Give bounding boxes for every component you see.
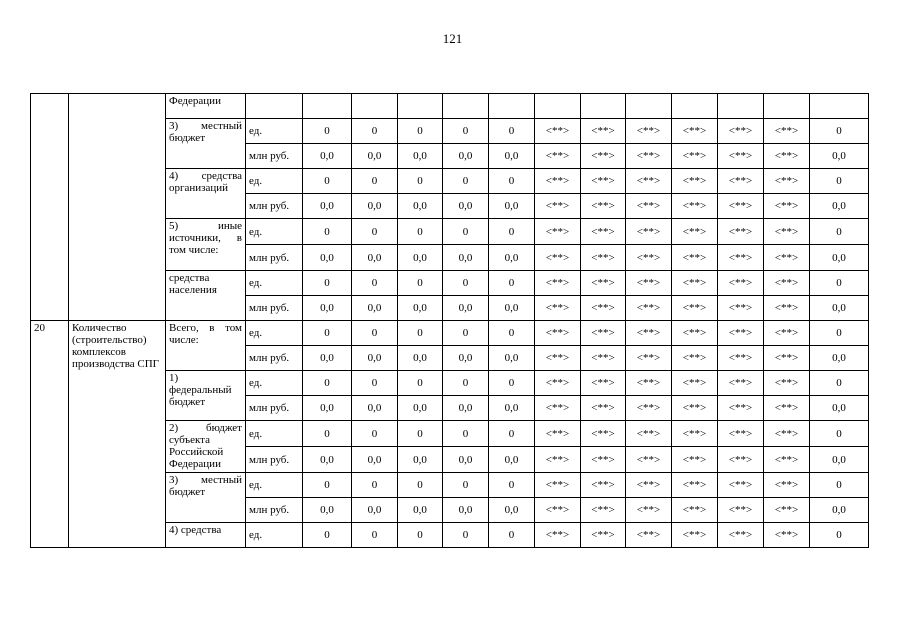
indicator-name: Количество (строительство) комплексов производства СПГ	[69, 321, 166, 548]
value-cell: 0,0	[303, 194, 352, 219]
unit-cell: ед.	[246, 421, 303, 447]
value-cell: 0	[443, 523, 489, 548]
value-cell: <**>	[581, 245, 626, 271]
value-cell: 0	[352, 119, 398, 144]
value-cell: <**>	[581, 473, 626, 498]
value-cell: 0	[489, 321, 535, 346]
value-cell: <**>	[626, 296, 672, 321]
value-cell: 0,0	[443, 144, 489, 169]
value-cell: 0	[303, 523, 352, 548]
value-cell: 0,0	[303, 447, 352, 473]
empty-cell	[718, 94, 764, 119]
value-cell: <**>	[718, 447, 764, 473]
value-cell: <**>	[581, 421, 626, 447]
value-cell: <**>	[764, 473, 810, 498]
value-cell: 0,0	[443, 194, 489, 219]
value-cell: <**>	[718, 371, 764, 396]
page-number: 121	[442, 31, 463, 46]
unit-cell: млн руб.	[246, 245, 303, 271]
funding-source: 3) местный бюджет	[166, 119, 246, 169]
value-cell: 0,0	[443, 498, 489, 523]
value-cell: <**>	[718, 523, 764, 548]
value-cell: <**>	[718, 473, 764, 498]
value-cell: 0	[443, 119, 489, 144]
value-cell: <**>	[718, 144, 764, 169]
value-cell: <**>	[718, 396, 764, 421]
value-cell: 0	[810, 421, 869, 447]
value-cell: <**>	[764, 194, 810, 219]
value-cell: <**>	[581, 396, 626, 421]
value-cell: <**>	[626, 371, 672, 396]
value-cell: <**>	[672, 169, 718, 194]
value-cell: <**>	[626, 245, 672, 271]
value-cell: 0,0	[489, 498, 535, 523]
value-cell: 0	[398, 169, 443, 194]
value-cell: <**>	[764, 119, 810, 144]
value-cell: 0,0	[398, 245, 443, 271]
value-cell: <**>	[718, 498, 764, 523]
value-cell: 0	[398, 523, 443, 548]
value-cell: 0	[443, 271, 489, 296]
value-cell: 0,0	[810, 245, 869, 271]
value-cell: <**>	[672, 296, 718, 321]
empty-cell	[443, 94, 489, 119]
value-cell: <**>	[581, 219, 626, 245]
value-cell: 0	[810, 371, 869, 396]
value-cell: <**>	[764, 271, 810, 296]
table-row	[31, 94, 869, 119]
value-cell: 0	[489, 219, 535, 245]
value-cell: 0,0	[398, 144, 443, 169]
value-cell: 0	[352, 219, 398, 245]
value-cell: <**>	[764, 219, 810, 245]
value-cell: 0,0	[352, 245, 398, 271]
value-cell: 0,0	[352, 296, 398, 321]
value-cell: <**>	[581, 346, 626, 371]
funding-source: 4) средства организаций	[166, 169, 246, 219]
funding-source: средства населения	[166, 271, 246, 321]
empty-cell	[581, 94, 626, 119]
value-cell: 0,0	[489, 194, 535, 219]
value-cell: <**>	[672, 245, 718, 271]
value-cell: 0	[352, 169, 398, 194]
value-cell: <**>	[581, 321, 626, 346]
value-cell: <**>	[581, 144, 626, 169]
value-cell: <**>	[626, 473, 672, 498]
value-cell: <**>	[764, 346, 810, 371]
value-cell: <**>	[581, 523, 626, 548]
value-cell: <**>	[672, 371, 718, 396]
value-cell: 0,0	[303, 245, 352, 271]
value-cell: <**>	[764, 396, 810, 421]
value-cell: 0	[303, 473, 352, 498]
row-index	[31, 94, 69, 321]
value-cell: 0	[443, 371, 489, 396]
value-cell: <**>	[535, 245, 581, 271]
value-cell: 0,0	[810, 194, 869, 219]
empty-cell	[303, 94, 352, 119]
empty-cell	[810, 94, 869, 119]
unit-cell: ед.	[246, 271, 303, 296]
value-cell: 0,0	[489, 245, 535, 271]
value-cell: 0,0	[303, 498, 352, 523]
value-cell: 0	[352, 421, 398, 447]
value-cell: <**>	[672, 396, 718, 421]
empty-cell	[489, 94, 535, 119]
value-cell: 0	[398, 219, 443, 245]
value-cell: 0	[352, 473, 398, 498]
value-cell: 0,0	[443, 296, 489, 321]
value-cell: 0,0	[443, 346, 489, 371]
value-cell: 0	[352, 523, 398, 548]
value-cell: 0,0	[810, 447, 869, 473]
value-cell: <**>	[535, 371, 581, 396]
value-cell: 0	[398, 421, 443, 447]
value-cell: <**>	[672, 473, 718, 498]
value-cell: <**>	[581, 371, 626, 396]
unit-cell: ед.	[246, 119, 303, 144]
value-cell: <**>	[718, 421, 764, 447]
value-cell: <**>	[764, 498, 810, 523]
value-cell: <**>	[581, 169, 626, 194]
value-cell: 0,0	[303, 144, 352, 169]
value-cell: <**>	[581, 498, 626, 523]
value-cell: <**>	[672, 271, 718, 296]
value-cell: 0,0	[398, 296, 443, 321]
unit-cell: ед.	[246, 169, 303, 194]
unit-cell: млн руб.	[246, 396, 303, 421]
value-cell: 0	[303, 169, 352, 194]
value-cell: <**>	[581, 447, 626, 473]
value-cell: <**>	[672, 194, 718, 219]
value-cell: <**>	[581, 296, 626, 321]
value-cell: 0,0	[398, 447, 443, 473]
value-cell: <**>	[535, 473, 581, 498]
value-cell: 0	[443, 421, 489, 447]
value-cell: <**>	[718, 296, 764, 321]
value-cell: <**>	[718, 271, 764, 296]
value-cell: <**>	[535, 219, 581, 245]
value-cell: <**>	[626, 447, 672, 473]
value-cell: 0	[303, 271, 352, 296]
value-cell: <**>	[718, 245, 764, 271]
value-cell: 0,0	[810, 498, 869, 523]
value-cell: 0,0	[810, 296, 869, 321]
value-cell: <**>	[581, 119, 626, 144]
value-cell: <**>	[764, 296, 810, 321]
value-cell: 0	[489, 371, 535, 396]
value-cell: 0	[489, 421, 535, 447]
value-cell: 0	[303, 321, 352, 346]
value-cell: <**>	[535, 321, 581, 346]
value-cell: <**>	[626, 219, 672, 245]
value-cell: 0	[352, 271, 398, 296]
value-cell: <**>	[672, 321, 718, 346]
value-cell: <**>	[672, 447, 718, 473]
value-cell: 0,0	[810, 346, 869, 371]
empty-cell	[535, 94, 581, 119]
funding-source: 5) иные источники, в том числе:	[166, 219, 246, 271]
value-cell: 0,0	[352, 396, 398, 421]
value-cell: <**>	[581, 194, 626, 219]
value-cell: <**>	[718, 169, 764, 194]
value-cell: <**>	[718, 194, 764, 219]
value-cell: <**>	[626, 346, 672, 371]
value-cell: <**>	[535, 271, 581, 296]
funding-source: Всего, в том числе:	[166, 321, 246, 371]
value-cell: 0	[398, 119, 443, 144]
value-cell: <**>	[626, 144, 672, 169]
value-cell: <**>	[626, 271, 672, 296]
value-cell: 0	[810, 523, 869, 548]
value-cell: 0,0	[352, 447, 398, 473]
value-cell: <**>	[764, 421, 810, 447]
value-cell: <**>	[672, 421, 718, 447]
value-cell: 0,0	[443, 447, 489, 473]
funding-source: 2) бюджет субъекта Российской Федерации	[166, 421, 246, 473]
value-cell: <**>	[764, 144, 810, 169]
value-cell: <**>	[764, 169, 810, 194]
unit-cell: млн руб.	[246, 447, 303, 473]
value-cell: <**>	[626, 498, 672, 523]
value-cell: 0,0	[352, 144, 398, 169]
value-cell: <**>	[626, 194, 672, 219]
value-cell: 0,0	[489, 144, 535, 169]
value-cell: <**>	[672, 219, 718, 245]
value-cell: <**>	[581, 271, 626, 296]
value-cell: 0	[489, 523, 535, 548]
value-cell: 0,0	[352, 498, 398, 523]
value-cell: <**>	[535, 523, 581, 548]
value-cell: 0,0	[443, 245, 489, 271]
value-cell: 0	[810, 473, 869, 498]
unit-cell: млн руб.	[246, 296, 303, 321]
empty-cell	[672, 94, 718, 119]
unit-cell: млн руб.	[246, 144, 303, 169]
empty-cell	[352, 94, 398, 119]
value-cell: <**>	[535, 194, 581, 219]
value-cell: 0,0	[489, 447, 535, 473]
unit-cell: ед.	[246, 371, 303, 396]
funding-source: 4) средства	[166, 523, 246, 548]
value-cell: 0,0	[303, 346, 352, 371]
unit-cell: млн руб.	[246, 194, 303, 219]
value-cell: <**>	[535, 396, 581, 421]
value-cell: 0,0	[810, 396, 869, 421]
value-cell: 0,0	[303, 396, 352, 421]
value-cell: 0,0	[489, 396, 535, 421]
value-cell: 0,0	[303, 296, 352, 321]
unit-cell: млн руб.	[246, 498, 303, 523]
value-cell: 0,0	[398, 346, 443, 371]
value-cell: <**>	[626, 523, 672, 548]
funding-source: 3) местный бюджет	[166, 473, 246, 523]
unit-cell: ед.	[246, 219, 303, 245]
value-cell: 0	[810, 119, 869, 144]
unit-cell: ед.	[246, 473, 303, 498]
value-cell: 0	[398, 473, 443, 498]
value-cell: <**>	[672, 346, 718, 371]
value-cell: 0	[489, 119, 535, 144]
value-cell: 0	[303, 119, 352, 144]
unit-cell: млн руб.	[246, 346, 303, 371]
value-cell: 0,0	[352, 346, 398, 371]
value-cell: <**>	[626, 421, 672, 447]
value-cell: <**>	[535, 498, 581, 523]
empty-cell	[246, 94, 303, 119]
value-cell: 0	[443, 219, 489, 245]
value-cell: <**>	[672, 144, 718, 169]
value-cell: 0	[443, 169, 489, 194]
value-cell: <**>	[672, 523, 718, 548]
value-cell: 0	[489, 473, 535, 498]
table-row	[31, 321, 869, 346]
value-cell: 0	[303, 371, 352, 396]
value-cell: 0	[443, 473, 489, 498]
value-cell: 0	[810, 169, 869, 194]
value-cell: <**>	[535, 421, 581, 447]
value-cell: 0,0	[398, 396, 443, 421]
empty-cell	[764, 94, 810, 119]
value-cell: <**>	[672, 498, 718, 523]
value-cell: 0	[489, 169, 535, 194]
value-cell: 0,0	[810, 144, 869, 169]
empty-cell	[398, 94, 443, 119]
value-cell: <**>	[764, 523, 810, 548]
value-cell: 0	[303, 219, 352, 245]
value-cell: <**>	[626, 119, 672, 144]
unit-cell: ед.	[246, 523, 303, 548]
value-cell: <**>	[535, 169, 581, 194]
value-cell: <**>	[626, 396, 672, 421]
value-cell: 0	[398, 321, 443, 346]
value-cell: 0	[398, 371, 443, 396]
value-cell: 0	[303, 421, 352, 447]
value-cell: <**>	[672, 119, 718, 144]
value-cell: 0,0	[398, 194, 443, 219]
value-cell: <**>	[764, 321, 810, 346]
value-cell: <**>	[764, 447, 810, 473]
value-cell: <**>	[718, 346, 764, 371]
value-cell: <**>	[626, 321, 672, 346]
row-index: 20	[31, 321, 69, 548]
value-cell: <**>	[718, 321, 764, 346]
value-cell: 0,0	[443, 396, 489, 421]
value-cell: <**>	[764, 371, 810, 396]
value-cell: <**>	[718, 219, 764, 245]
indicator-name	[69, 94, 166, 321]
value-cell: 0	[443, 321, 489, 346]
value-cell: 0	[810, 321, 869, 346]
value-cell: <**>	[535, 296, 581, 321]
value-cell: <**>	[718, 119, 764, 144]
value-cell: 0	[810, 219, 869, 245]
value-cell: <**>	[535, 346, 581, 371]
value-cell: <**>	[535, 119, 581, 144]
value-cell: 0	[352, 321, 398, 346]
source-cell: Федерации	[166, 94, 246, 119]
value-cell: 0	[810, 271, 869, 296]
funding-table	[30, 93, 869, 548]
value-cell: 0	[489, 271, 535, 296]
value-cell: 0,0	[398, 498, 443, 523]
value-cell: 0	[352, 371, 398, 396]
value-cell: <**>	[535, 447, 581, 473]
value-cell: 0,0	[489, 296, 535, 321]
funding-source: 1) федеральный бюджет	[166, 371, 246, 421]
unit-cell: ед.	[246, 321, 303, 346]
value-cell: 0,0	[352, 194, 398, 219]
value-cell: 0	[398, 271, 443, 296]
empty-cell	[626, 94, 672, 119]
value-cell: 0,0	[489, 346, 535, 371]
value-cell: <**>	[535, 144, 581, 169]
value-cell: <**>	[626, 169, 672, 194]
value-cell: <**>	[764, 245, 810, 271]
